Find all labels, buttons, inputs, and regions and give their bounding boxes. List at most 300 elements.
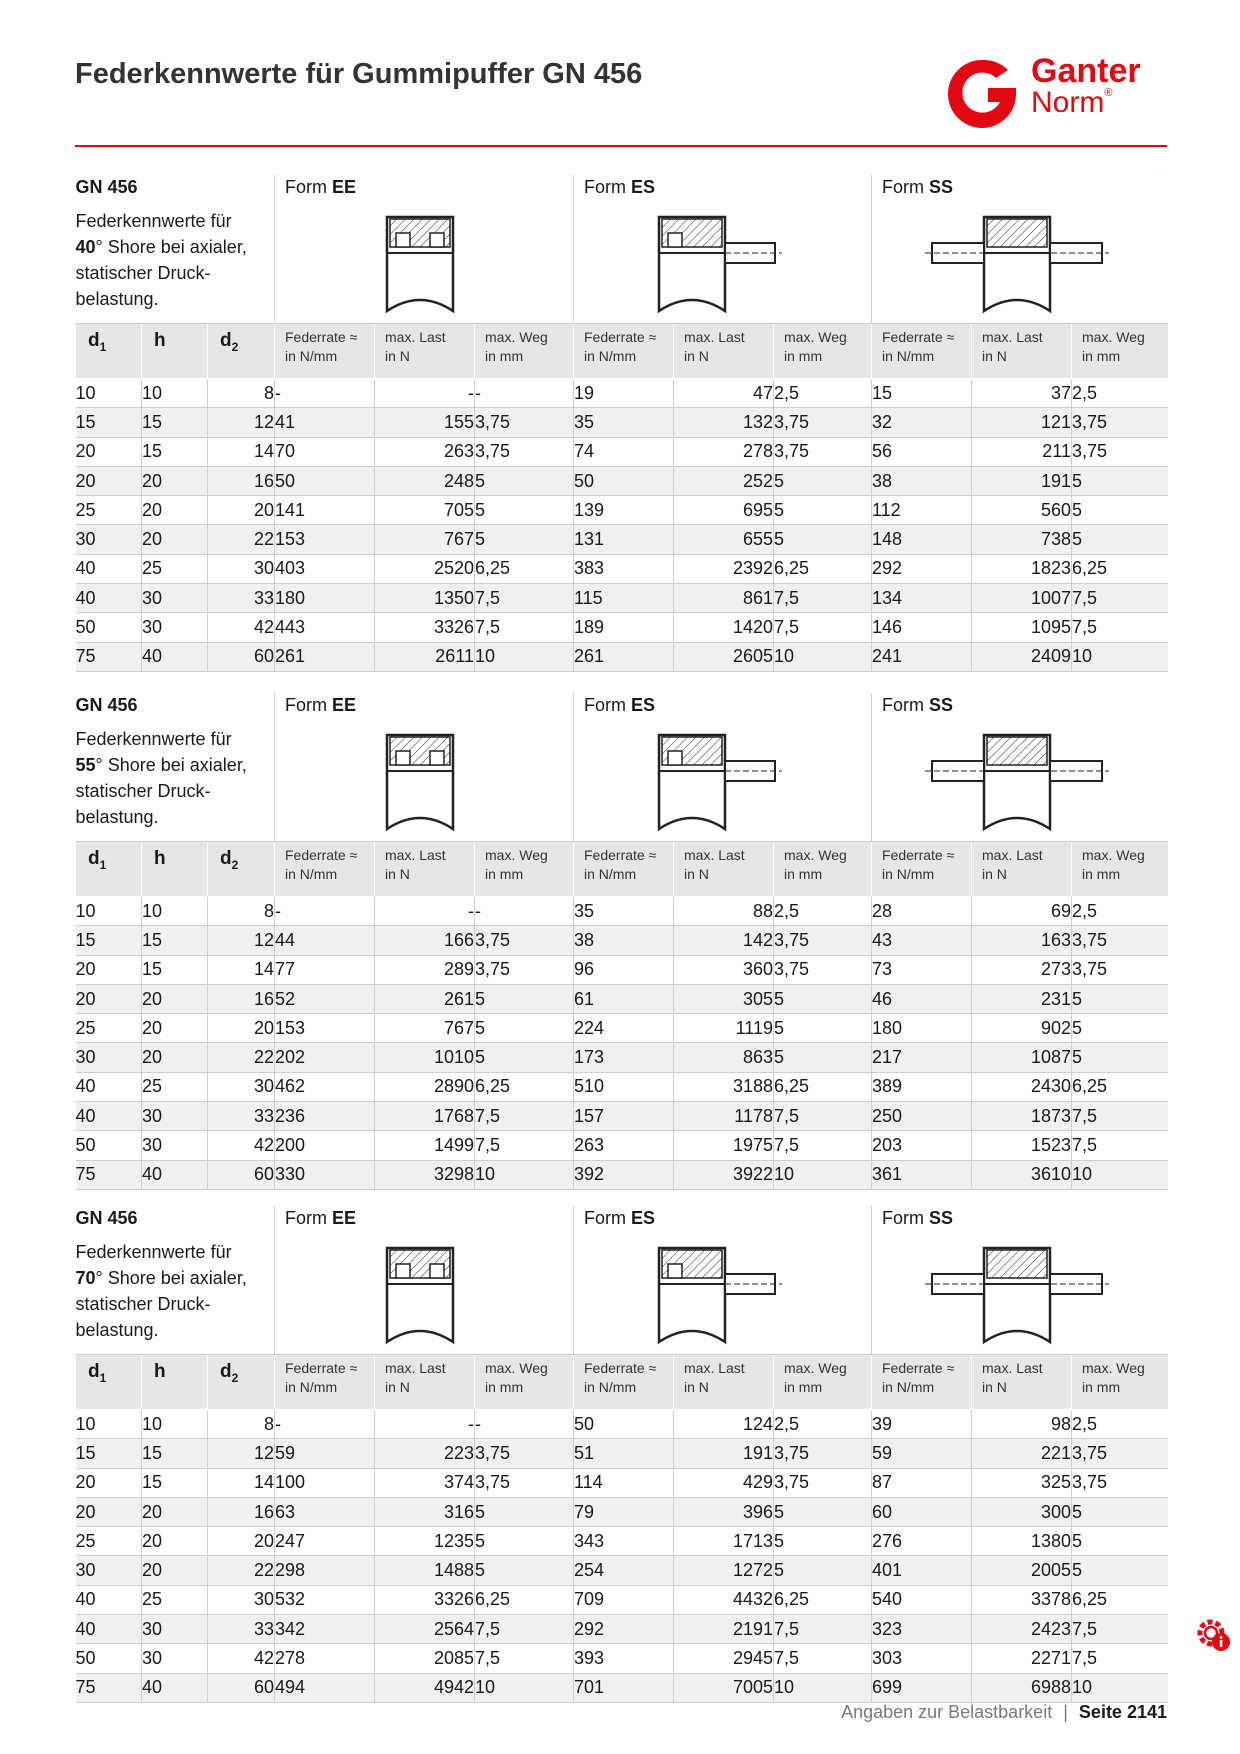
- cell-spring-rate: 50: [574, 1410, 674, 1439]
- cell-max-load: 1499: [375, 1131, 475, 1160]
- cell-max-load: 1350: [375, 584, 475, 613]
- table-row: [76, 1131, 1168, 1160]
- cell-spring-rate: 77: [275, 955, 375, 984]
- cell-spring-rate: 15: [872, 379, 972, 408]
- cell-max-travel: 5: [1072, 984, 1168, 1013]
- cell-max-load: 273: [972, 955, 1072, 984]
- cell-spring-rate: 276: [872, 1527, 972, 1556]
- cell-spring-rate: 510: [574, 1072, 674, 1101]
- table-row: [76, 437, 1168, 466]
- cell-d2: 22: [208, 525, 275, 554]
- col-header-max-travel: max. Weg in mm: [1072, 324, 1168, 379]
- cell-max-load: 3610: [972, 1160, 1072, 1189]
- section-intro: [76, 1206, 275, 1355]
- cell-max-load: 2945: [674, 1644, 774, 1673]
- cell-max-travel: 5: [1072, 1043, 1168, 1072]
- cell-h: 20: [142, 466, 208, 495]
- cell-spring-rate: 303: [872, 1644, 972, 1673]
- table-row: [76, 1043, 1168, 1072]
- col-header-spring-rate: Federrate ≈ in N/mm: [574, 1355, 674, 1410]
- cell-max-travel: 2,5: [1072, 379, 1168, 408]
- col-header-max-travel: max. Weg in mm: [774, 1355, 872, 1410]
- cell-d2: 16: [208, 1497, 275, 1526]
- cell-spring-rate: 383: [574, 554, 674, 583]
- cell-spring-rate: 74: [574, 437, 674, 466]
- ganter-norm-logo: [944, 54, 1174, 130]
- cell-h: 20: [142, 496, 208, 525]
- cell-max-load: 396: [674, 1497, 774, 1526]
- col-header-spring-rate: Federrate ≈ in N/mm: [275, 324, 375, 379]
- table-row: [76, 897, 1168, 926]
- cell-spring-rate: 180: [872, 1014, 972, 1043]
- cell-spring-rate: 112: [872, 496, 972, 525]
- cell-max-travel: 5: [475, 466, 574, 495]
- cell-spring-rate: 342: [275, 1615, 375, 1644]
- cell-d1: 30: [76, 1556, 142, 1585]
- cell-spring-rate: 63: [275, 1497, 375, 1526]
- cell-max-load: 300: [972, 1497, 1072, 1526]
- ganter-g-mark-icon: [944, 56, 1020, 132]
- table-row: [76, 613, 1168, 642]
- cell-max-travel: 3,75: [1072, 1468, 1168, 1497]
- cell-h: 25: [142, 554, 208, 583]
- col-header-max-travel: max. Weg in mm: [475, 1355, 574, 1410]
- form-title: Form SS: [882, 1208, 954, 1228]
- cell-h: 15: [142, 1468, 208, 1497]
- cell-max-load: 767: [375, 525, 475, 554]
- form-es-drawing-icon: [574, 205, 870, 317]
- cell-spring-rate: 70: [275, 437, 375, 466]
- table-row: [76, 1644, 1168, 1673]
- cell-spring-rate: 153: [275, 1014, 375, 1043]
- cell-spring-rate: 254: [574, 1556, 674, 1585]
- cell-max-travel: 6,25: [774, 1585, 872, 1614]
- cell-spring-rate: 52: [275, 984, 375, 1013]
- col-header-d2: $d_2$: [208, 324, 275, 379]
- cell-max-load: 2005: [972, 1556, 1072, 1585]
- cell-max-travel: 7,5: [475, 1615, 574, 1644]
- cell-d2: 12: [208, 408, 275, 437]
- cell-d1: 10: [76, 379, 142, 408]
- table-row: [76, 1468, 1168, 1497]
- cell-max-load: 3326: [375, 613, 475, 642]
- table-row: [76, 466, 1168, 495]
- cell-max-load: 560: [972, 496, 1072, 525]
- cell-d2: 60: [208, 1160, 275, 1189]
- cell-spring-rate: 241: [872, 642, 972, 671]
- cell-max-travel: 7,5: [774, 1644, 872, 1673]
- cell-d1: 15: [76, 408, 142, 437]
- cell-max-travel: 7,5: [1072, 613, 1168, 642]
- cell-max-load: 2605: [674, 642, 774, 671]
- page-number: Seite 2141: [1078, 1702, 1167, 1722]
- cell-spring-rate: 263: [574, 1131, 674, 1160]
- cell-max-load: 3298: [375, 1160, 475, 1189]
- cell-max-travel: 10: [774, 1160, 872, 1189]
- col-header-max-travel: max. Weg in mm: [475, 324, 574, 379]
- cell-h: 15: [142, 408, 208, 437]
- form-ss-drawing-icon: [872, 1236, 1168, 1348]
- form-ee-header: [275, 693, 574, 842]
- form-ss-drawing-icon: [872, 205, 1168, 317]
- cell-spring-rate: 56: [872, 437, 972, 466]
- cell-max-load: 374: [375, 1468, 475, 1497]
- spring-rate-table-55-shore: [75, 693, 1168, 1190]
- form-es-drawing-icon: [574, 723, 870, 835]
- col-header-spring-rate: Federrate ≈ in N/mm: [574, 324, 674, 379]
- cell-spring-rate: 323: [872, 1615, 972, 1644]
- cell-max-travel: 7,5: [774, 584, 872, 613]
- cell-d1: 40: [76, 1102, 142, 1131]
- col-header-max-load: max. Last in N: [375, 1355, 475, 1410]
- cell-spring-rate: -: [275, 1410, 375, 1439]
- cell-max-load: 325: [972, 1468, 1072, 1497]
- cell-max-travel: 5: [1072, 1014, 1168, 1043]
- col-header-spring-rate: Federrate ≈ in N/mm: [275, 842, 375, 897]
- cell-max-load: 4432: [674, 1585, 774, 1614]
- cell-spring-rate: 236: [275, 1102, 375, 1131]
- cell-d1: 15: [76, 1439, 142, 1468]
- cell-max-travel: 5: [475, 1556, 574, 1585]
- cell-spring-rate: 44: [275, 926, 375, 955]
- cell-max-travel: 3,75: [1072, 437, 1168, 466]
- cell-max-load: 767: [375, 1014, 475, 1043]
- cell-h: 30: [142, 1102, 208, 1131]
- cell-max-travel: 5: [774, 984, 872, 1013]
- cell-max-travel: 5: [475, 1527, 574, 1556]
- cell-d2: 16: [208, 984, 275, 1013]
- cell-spring-rate: 250: [872, 1102, 972, 1131]
- cell-spring-rate: -: [275, 897, 375, 926]
- cell-d2: 8: [208, 897, 275, 926]
- col-header-spring-rate: Federrate ≈ in N/mm: [574, 842, 674, 897]
- shore-hardness: 70: [75, 1268, 96, 1288]
- cell-spring-rate: 403: [275, 554, 375, 583]
- cell-d2: 33: [208, 584, 275, 613]
- page-footer: [640, 1702, 1167, 1723]
- cell-max-load: 2890: [375, 1072, 475, 1101]
- cell-max-travel: 5: [774, 1497, 872, 1526]
- cell-max-travel: 10: [1072, 1673, 1168, 1702]
- cell-h: 30: [142, 613, 208, 642]
- table-row: [76, 1673, 1168, 1702]
- section-intro: [76, 693, 275, 842]
- table-row: [76, 955, 1168, 984]
- cell-max-load: -: [375, 897, 475, 926]
- cell-max-travel: 6,25: [774, 1072, 872, 1101]
- cell-max-load: 695: [674, 496, 774, 525]
- cell-d2: 12: [208, 1439, 275, 1468]
- cell-max-load: 278: [674, 437, 774, 466]
- cell-max-load: 655: [674, 525, 774, 554]
- cell-max-load: 261: [375, 984, 475, 1013]
- cell-d2: 20: [208, 496, 275, 525]
- cell-spring-rate: 146: [872, 613, 972, 642]
- cell-spring-rate: 203: [872, 1131, 972, 1160]
- cell-spring-rate: 114: [574, 1468, 674, 1497]
- table-row: [76, 584, 1168, 613]
- cell-max-travel: 3,75: [475, 1468, 574, 1497]
- cell-spring-rate: 361: [872, 1160, 972, 1189]
- table-row: [76, 1527, 1168, 1556]
- cell-max-travel: 3,75: [774, 955, 872, 984]
- cell-max-load: 98: [972, 1410, 1072, 1439]
- cell-h: 20: [142, 1556, 208, 1585]
- form-ee-drawing-icon: [275, 205, 571, 317]
- cell-max-load: 360: [674, 955, 774, 984]
- shore-hardness: 40: [75, 237, 96, 257]
- cell-spring-rate: 59: [275, 1439, 375, 1468]
- table-row: [76, 926, 1168, 955]
- table-row: [76, 1014, 1168, 1043]
- gear-info-icon: [1196, 1617, 1232, 1653]
- cell-d1: 40: [76, 554, 142, 583]
- cell-spring-rate: 157: [574, 1102, 674, 1131]
- cell-max-load: 2423: [972, 1615, 1072, 1644]
- cell-spring-rate: 701: [574, 1673, 674, 1702]
- cell-d2: 14: [208, 1468, 275, 1497]
- form-title: Form EE: [285, 1208, 357, 1228]
- cell-h: 40: [142, 1160, 208, 1189]
- cell-d1: 40: [76, 1072, 142, 1101]
- form-title: Form EE: [285, 177, 357, 197]
- cell-max-travel: 7,5: [475, 613, 574, 642]
- cell-max-travel: 6,25: [475, 1585, 574, 1614]
- form-title: Form SS: [882, 695, 954, 715]
- cell-d1: 20: [76, 466, 142, 495]
- table-row: [76, 1102, 1168, 1131]
- cell-max-load: 1119: [674, 1014, 774, 1043]
- table-row: [76, 1410, 1168, 1439]
- cell-max-travel: 3,75: [475, 955, 574, 984]
- table-row: [76, 1585, 1168, 1614]
- cell-max-load: 1975: [674, 1131, 774, 1160]
- cell-max-load: 1235: [375, 1527, 475, 1556]
- table-row: [76, 554, 1168, 583]
- cell-max-load: 1010: [375, 1043, 475, 1072]
- cell-max-load: 163: [972, 926, 1072, 955]
- cell-spring-rate: 180: [275, 584, 375, 613]
- cell-max-travel: 7,5: [774, 1131, 872, 1160]
- cell-spring-rate: 141: [275, 496, 375, 525]
- cell-d1: 25: [76, 1014, 142, 1043]
- cell-max-travel: 10: [475, 1673, 574, 1702]
- cell-d1: 40: [76, 584, 142, 613]
- cell-spring-rate: 73: [872, 955, 972, 984]
- cell-h: 25: [142, 1072, 208, 1101]
- cell-max-travel: 10: [774, 1673, 872, 1702]
- cell-h: 20: [142, 1527, 208, 1556]
- cell-spring-rate: 278: [275, 1644, 375, 1673]
- col-header-max-load: max. Last in N: [375, 324, 475, 379]
- table-row: [76, 1439, 1168, 1468]
- cell-max-travel: 7,5: [1072, 1644, 1168, 1673]
- cell-spring-rate: 200: [275, 1131, 375, 1160]
- form-ss-header: [872, 175, 1168, 324]
- cell-max-load: 1873: [972, 1102, 1072, 1131]
- cell-max-travel: 5: [475, 1497, 574, 1526]
- cell-h: 25: [142, 1585, 208, 1614]
- cell-spring-rate: 79: [574, 1497, 674, 1526]
- cell-d2: 12: [208, 926, 275, 955]
- cell-spring-rate: 139: [574, 496, 674, 525]
- cell-h: 15: [142, 1439, 208, 1468]
- cell-max-load: 1420: [674, 613, 774, 642]
- logo-text-norm: Norm®: [1031, 86, 1113, 119]
- cell-h: 40: [142, 642, 208, 671]
- cell-max-travel: 7,5: [774, 1102, 872, 1131]
- cell-spring-rate: 443: [275, 613, 375, 642]
- cell-spring-rate: 28: [872, 897, 972, 926]
- col-header-max-load: max. Last in N: [972, 324, 1072, 379]
- cell-max-travel: 3,75: [1072, 1439, 1168, 1468]
- cell-spring-rate: 96: [574, 955, 674, 984]
- table-row: [76, 496, 1168, 525]
- cell-max-load: 2191: [674, 1615, 774, 1644]
- cell-spring-rate: 50: [574, 466, 674, 495]
- cell-max-travel: 5: [1072, 496, 1168, 525]
- cell-max-load: 2392: [674, 554, 774, 583]
- cell-max-load: 121: [972, 408, 1072, 437]
- cell-max-load: 3922: [674, 1160, 774, 1189]
- table-row: [76, 1160, 1168, 1189]
- cell-max-load: 2271: [972, 1644, 1072, 1673]
- col-header-spring-rate: Federrate ≈ in N/mm: [872, 842, 972, 897]
- cell-spring-rate: 393: [574, 1644, 674, 1673]
- cell-h: 30: [142, 1615, 208, 1644]
- form-title: Form EE: [285, 695, 357, 715]
- form-ee-drawing-icon: [275, 1236, 571, 1348]
- cell-spring-rate: 115: [574, 584, 674, 613]
- cell-max-travel: 6,25: [475, 1072, 574, 1101]
- cell-d1: 50: [76, 1644, 142, 1673]
- form-title: Form ES: [584, 1208, 656, 1228]
- cell-max-load: 2564: [375, 1615, 475, 1644]
- table-row: [76, 525, 1168, 554]
- cell-max-travel: 7,5: [1072, 1615, 1168, 1644]
- cell-max-load: 902: [972, 1014, 1072, 1043]
- cell-max-travel: 7,5: [475, 1131, 574, 1160]
- cell-d1: 15: [76, 926, 142, 955]
- form-es-header: [574, 693, 872, 842]
- cell-max-load: 252: [674, 466, 774, 495]
- cell-spring-rate: 173: [574, 1043, 674, 1072]
- header-rule: [75, 145, 1167, 147]
- cell-max-travel: 10: [475, 642, 574, 671]
- cell-max-travel: 5: [475, 525, 574, 554]
- cell-max-load: 124: [674, 1410, 774, 1439]
- cell-d1: 40: [76, 1585, 142, 1614]
- cell-d2: 22: [208, 1043, 275, 1072]
- cell-h: 20: [142, 525, 208, 554]
- cell-max-travel: 7,5: [774, 1615, 872, 1644]
- cell-max-load: 1713: [674, 1527, 774, 1556]
- cell-spring-rate: 19: [574, 379, 674, 408]
- form-title: Form ES: [584, 695, 656, 715]
- cell-spring-rate: 38: [872, 466, 972, 495]
- cell-max-travel: 5: [1072, 1556, 1168, 1585]
- col-header-max-travel: max. Weg in mm: [774, 842, 872, 897]
- cell-max-travel: 5: [475, 1014, 574, 1043]
- cell-max-travel: -: [475, 897, 574, 926]
- col-header-max-travel: max. Weg in mm: [1072, 842, 1168, 897]
- cell-max-load: 316: [375, 1497, 475, 1526]
- cell-d2: 22: [208, 1556, 275, 1585]
- cell-d2: 60: [208, 1673, 275, 1702]
- col-header-h: h: [142, 324, 208, 379]
- cell-spring-rate: 46: [872, 984, 972, 1013]
- cell-spring-rate: 330: [275, 1160, 375, 1189]
- form-title: Form ES: [584, 177, 656, 197]
- cell-max-load: 2520: [375, 554, 475, 583]
- cell-max-load: 305: [674, 984, 774, 1013]
- form-es-drawing-icon: [574, 1236, 870, 1348]
- cell-spring-rate: 699: [872, 1673, 972, 1702]
- cell-d2: 20: [208, 1527, 275, 1556]
- cell-max-load: 2430: [972, 1072, 1072, 1101]
- col-header-h: h: [142, 842, 208, 897]
- cell-spring-rate: 540: [872, 1585, 972, 1614]
- cell-max-load: 231: [972, 984, 1072, 1013]
- cell-max-travel: 7,5: [1072, 1102, 1168, 1131]
- cell-d1: 75: [76, 642, 142, 671]
- cell-h: 20: [142, 1014, 208, 1043]
- cell-max-load: 1823: [972, 554, 1072, 583]
- cell-spring-rate: 709: [574, 1585, 674, 1614]
- cell-max-travel: 10: [475, 1160, 574, 1189]
- cell-max-load: 211: [972, 437, 1072, 466]
- col-header-d1: $d_1$: [76, 1355, 142, 1410]
- cell-max-travel: 7,5: [475, 584, 574, 613]
- cell-spring-rate: 261: [275, 642, 375, 671]
- logo-text-ganter: Ganter: [1031, 52, 1141, 90]
- cell-max-load: 191: [972, 466, 1072, 495]
- col-header-d1: $d_1$: [76, 842, 142, 897]
- cell-max-travel: 3,75: [774, 1468, 872, 1497]
- cell-max-travel: 3,75: [774, 437, 872, 466]
- cell-spring-rate: -: [275, 379, 375, 408]
- cell-d2: 33: [208, 1102, 275, 1131]
- cell-spring-rate: 61: [574, 984, 674, 1013]
- cell-max-travel: 5: [1072, 525, 1168, 554]
- cell-d1: 20: [76, 437, 142, 466]
- cell-max-travel: 6,25: [1072, 554, 1168, 583]
- cell-max-travel: 7,5: [1072, 1131, 1168, 1160]
- col-header-d2: $d_2$: [208, 1355, 275, 1410]
- form-ss-header: [872, 693, 1168, 842]
- cell-h: 20: [142, 1497, 208, 1526]
- table-row: [76, 984, 1168, 1013]
- cell-max-load: 705: [375, 496, 475, 525]
- cell-d2: 14: [208, 437, 275, 466]
- form-ee-header: [275, 1206, 574, 1355]
- cell-max-travel: 7,5: [774, 613, 872, 642]
- section-intro: [76, 175, 275, 324]
- cell-h: 40: [142, 1673, 208, 1702]
- cell-d2: 16: [208, 466, 275, 495]
- cell-d2: 30: [208, 1585, 275, 1614]
- cell-max-load: 88: [674, 897, 774, 926]
- cell-max-load: 429: [674, 1468, 774, 1497]
- cell-max-travel: 3,75: [774, 408, 872, 437]
- cell-max-load: 47: [674, 379, 774, 408]
- cell-max-travel: 2,5: [774, 897, 872, 926]
- cell-max-load: 1768: [375, 1102, 475, 1131]
- form-ss-drawing-icon: [872, 723, 1168, 835]
- cell-max-travel: 5: [475, 1043, 574, 1072]
- table-row: [76, 1497, 1168, 1526]
- cell-d1: 10: [76, 897, 142, 926]
